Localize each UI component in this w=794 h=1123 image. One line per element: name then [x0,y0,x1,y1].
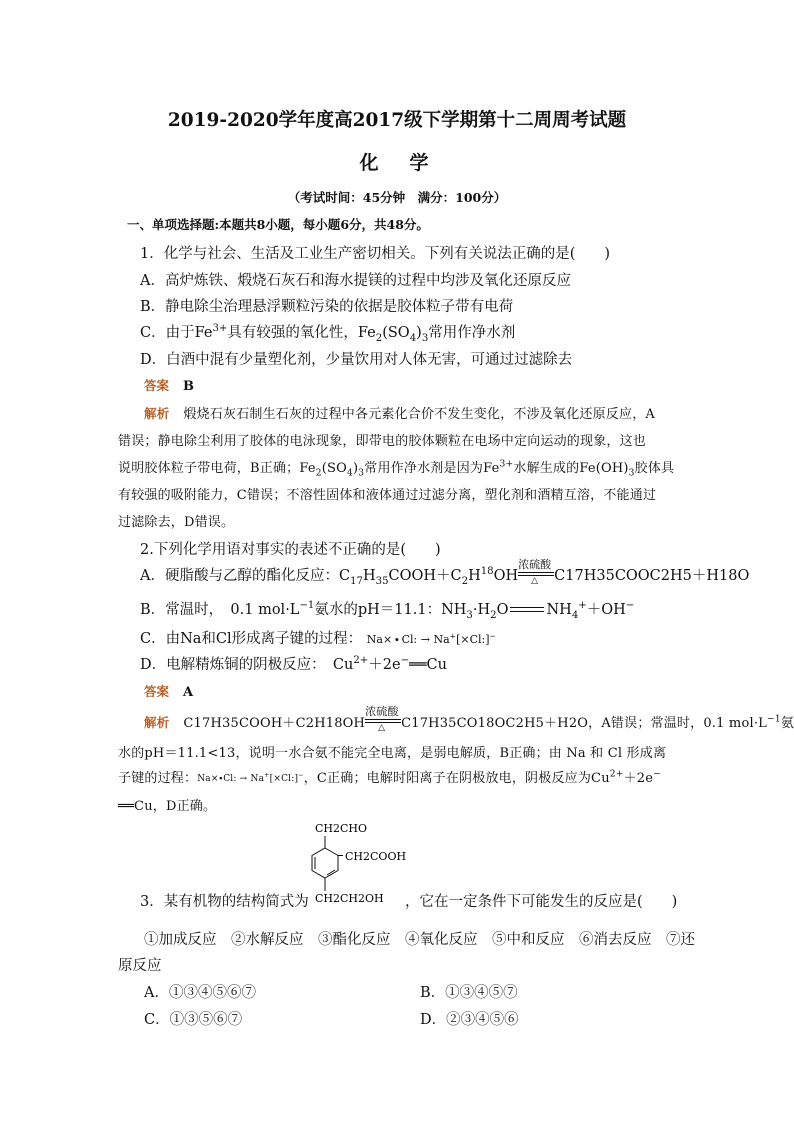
q2-explanation-line3: 子键的过程：Na×∙Cl: → Na+[×Cl:]−，C正确；电解时阳离子在阴极放电，阴极反应为$Cu^{2+}+2e^-$ [118,769,661,786]
equilibrium-arrow [508,606,546,614]
q1-explanation-line5: 过滤除去，D错误。 [118,515,235,530]
q2-answer: 答案 A [144,684,194,700]
q3-stem-part2: ，它在一定条件下可能发生的反应是( ) [405,894,678,910]
q3-option-c: C．①③⑤⑥⑦ [144,1012,243,1028]
exam-info: （考试时间：45分钟 满分：100分） [287,190,507,205]
reaction-condition-arrow: 浓硫酸 △ [518,570,554,580]
q3-stem-part1: 3．某有机物的结构简式为 [140,894,309,910]
ionic-bond-formation-diagram: Na× ∙ Cl: → Na+[×Cl:]− [366,630,496,646]
q2-option-a: A．硬脂酸与乙醇的酯化反应：$C_{17}H_{35}COOH+C_2H^{18}OH$ 浓硫酸 △ C17H35COOC2H5＋H18O [140,558,750,587]
explanation-ionic-diagram: Na×∙Cl: → Na+[×Cl:]− [197,771,304,784]
q3-option-a: A．①③④⑤⑥⑦ [144,985,256,1001]
group-ch2ch2oh: CH2CH2OH [315,892,384,905]
q1-option-a: A．高炉炼铁、煅烧石灰石和海水提镁的过程中均涉及氧化还原反应 [140,273,571,289]
q2-explanation-line4: ══Cu，D正确。 [118,799,217,814]
explanation-condition-arrow: 浓硫酸 △ [365,717,401,727]
q1-explanation-line3: 说明胶体粒子带电荷，B正确；$Fe_2(SO_4)_3$常用作净水剂是因为$Fe^{3+}$水解生成的$Fe(OH)_3$胶体具 [118,459,675,479]
q2-explanation-line2: 水的pH＝11.1<13，说明一水合氨不能完全电离，是弱电解质，B正确；由 Na 和 Cl 形成离 [118,746,667,761]
q2-option-c: C．由Na和Cl形成离子键的过程： Na× ∙ Cl: → Na+[×Cl:]− [140,630,496,647]
q2-option-d: D．电解精炼铜的阴极反应： $Cu^{2+}+2e^-══Cu$ [140,655,447,673]
q1-option-c: C．由于$Fe^{3+}$具有较强的氧化性，$Fe_2(SO_4)_3$常用作净水剂 [140,323,516,344]
q1-option-b: B．静电除尘治理悬浮颗粒污染的依据是胶体粒子带有电荷 [140,299,514,315]
q2-explanation-line1: 解析 C17H35COOH＋C2H18OH 浓硫酸 △ C17H35CO18OC2H5＋H2O，A错误；常温时，0.1 $mol\cdot L^{-1}$氨 [144,705,794,733]
q1-explanation-line4: 有较强的吸附能力，C错误；不溶性固体和液体通过过滤分离，塑化剂和酒精互溶，不能通过 [118,488,657,503]
q3-reactions-line2: 原反应 [118,958,162,974]
q2-option-b: B．常温时， 0.1 $mol\cdot L^{-1}$氨水的pH＝11.1：$NH_3\cdot H_2O$ $NH_4^++OH^-$ [140,600,635,621]
q1-stem: 1．化学与社会、生活及工业生产密切相关。下列有关说法正确的是( ) [140,246,611,262]
section-heading: 一、单项选择题:本题共8小题，每小题6分，共48分。 [127,217,429,232]
q2-stem: 2.下列化学用语对事实的表述不正确的是( ) [140,542,441,558]
paper-title: 2019-2020学年度高2017级下学期第十二周周考试题 [167,110,627,131]
q1-answer: 答案 B [144,378,195,394]
subject-title: 化 学 [359,152,435,174]
group-ch2cooh: CH2COOH [345,850,407,863]
q1-option-d: D．白酒中混有少量塑化剂，少量饮用对人体无害，可通过过滤除去 [140,352,573,368]
benzene-ring [312,848,338,878]
q1-explanation-line1: 解析 煅烧石灰石制生石灰的过程中各元素化合价不发生变化，不涉及氧化还原反应，A [144,406,655,422]
group-ch2cho: CH2CHO [315,822,368,835]
q1-explanation-line2: 错误；静电除尘利用了胶体的电泳现象，即带电的胶体颗粒在电场中定向运动的现象，这也 [118,434,647,449]
q3-option-d: D．②③④⑤⑥ [420,1012,519,1028]
q3-option-b: B．①③④⑤⑦ [420,985,518,1001]
q3-reactions-line1: ①加成反应 ②水解反应 ③酯化反应 ④氧化反应 ⑤中和反应 ⑥消去反应 ⑦还 [144,932,695,948]
